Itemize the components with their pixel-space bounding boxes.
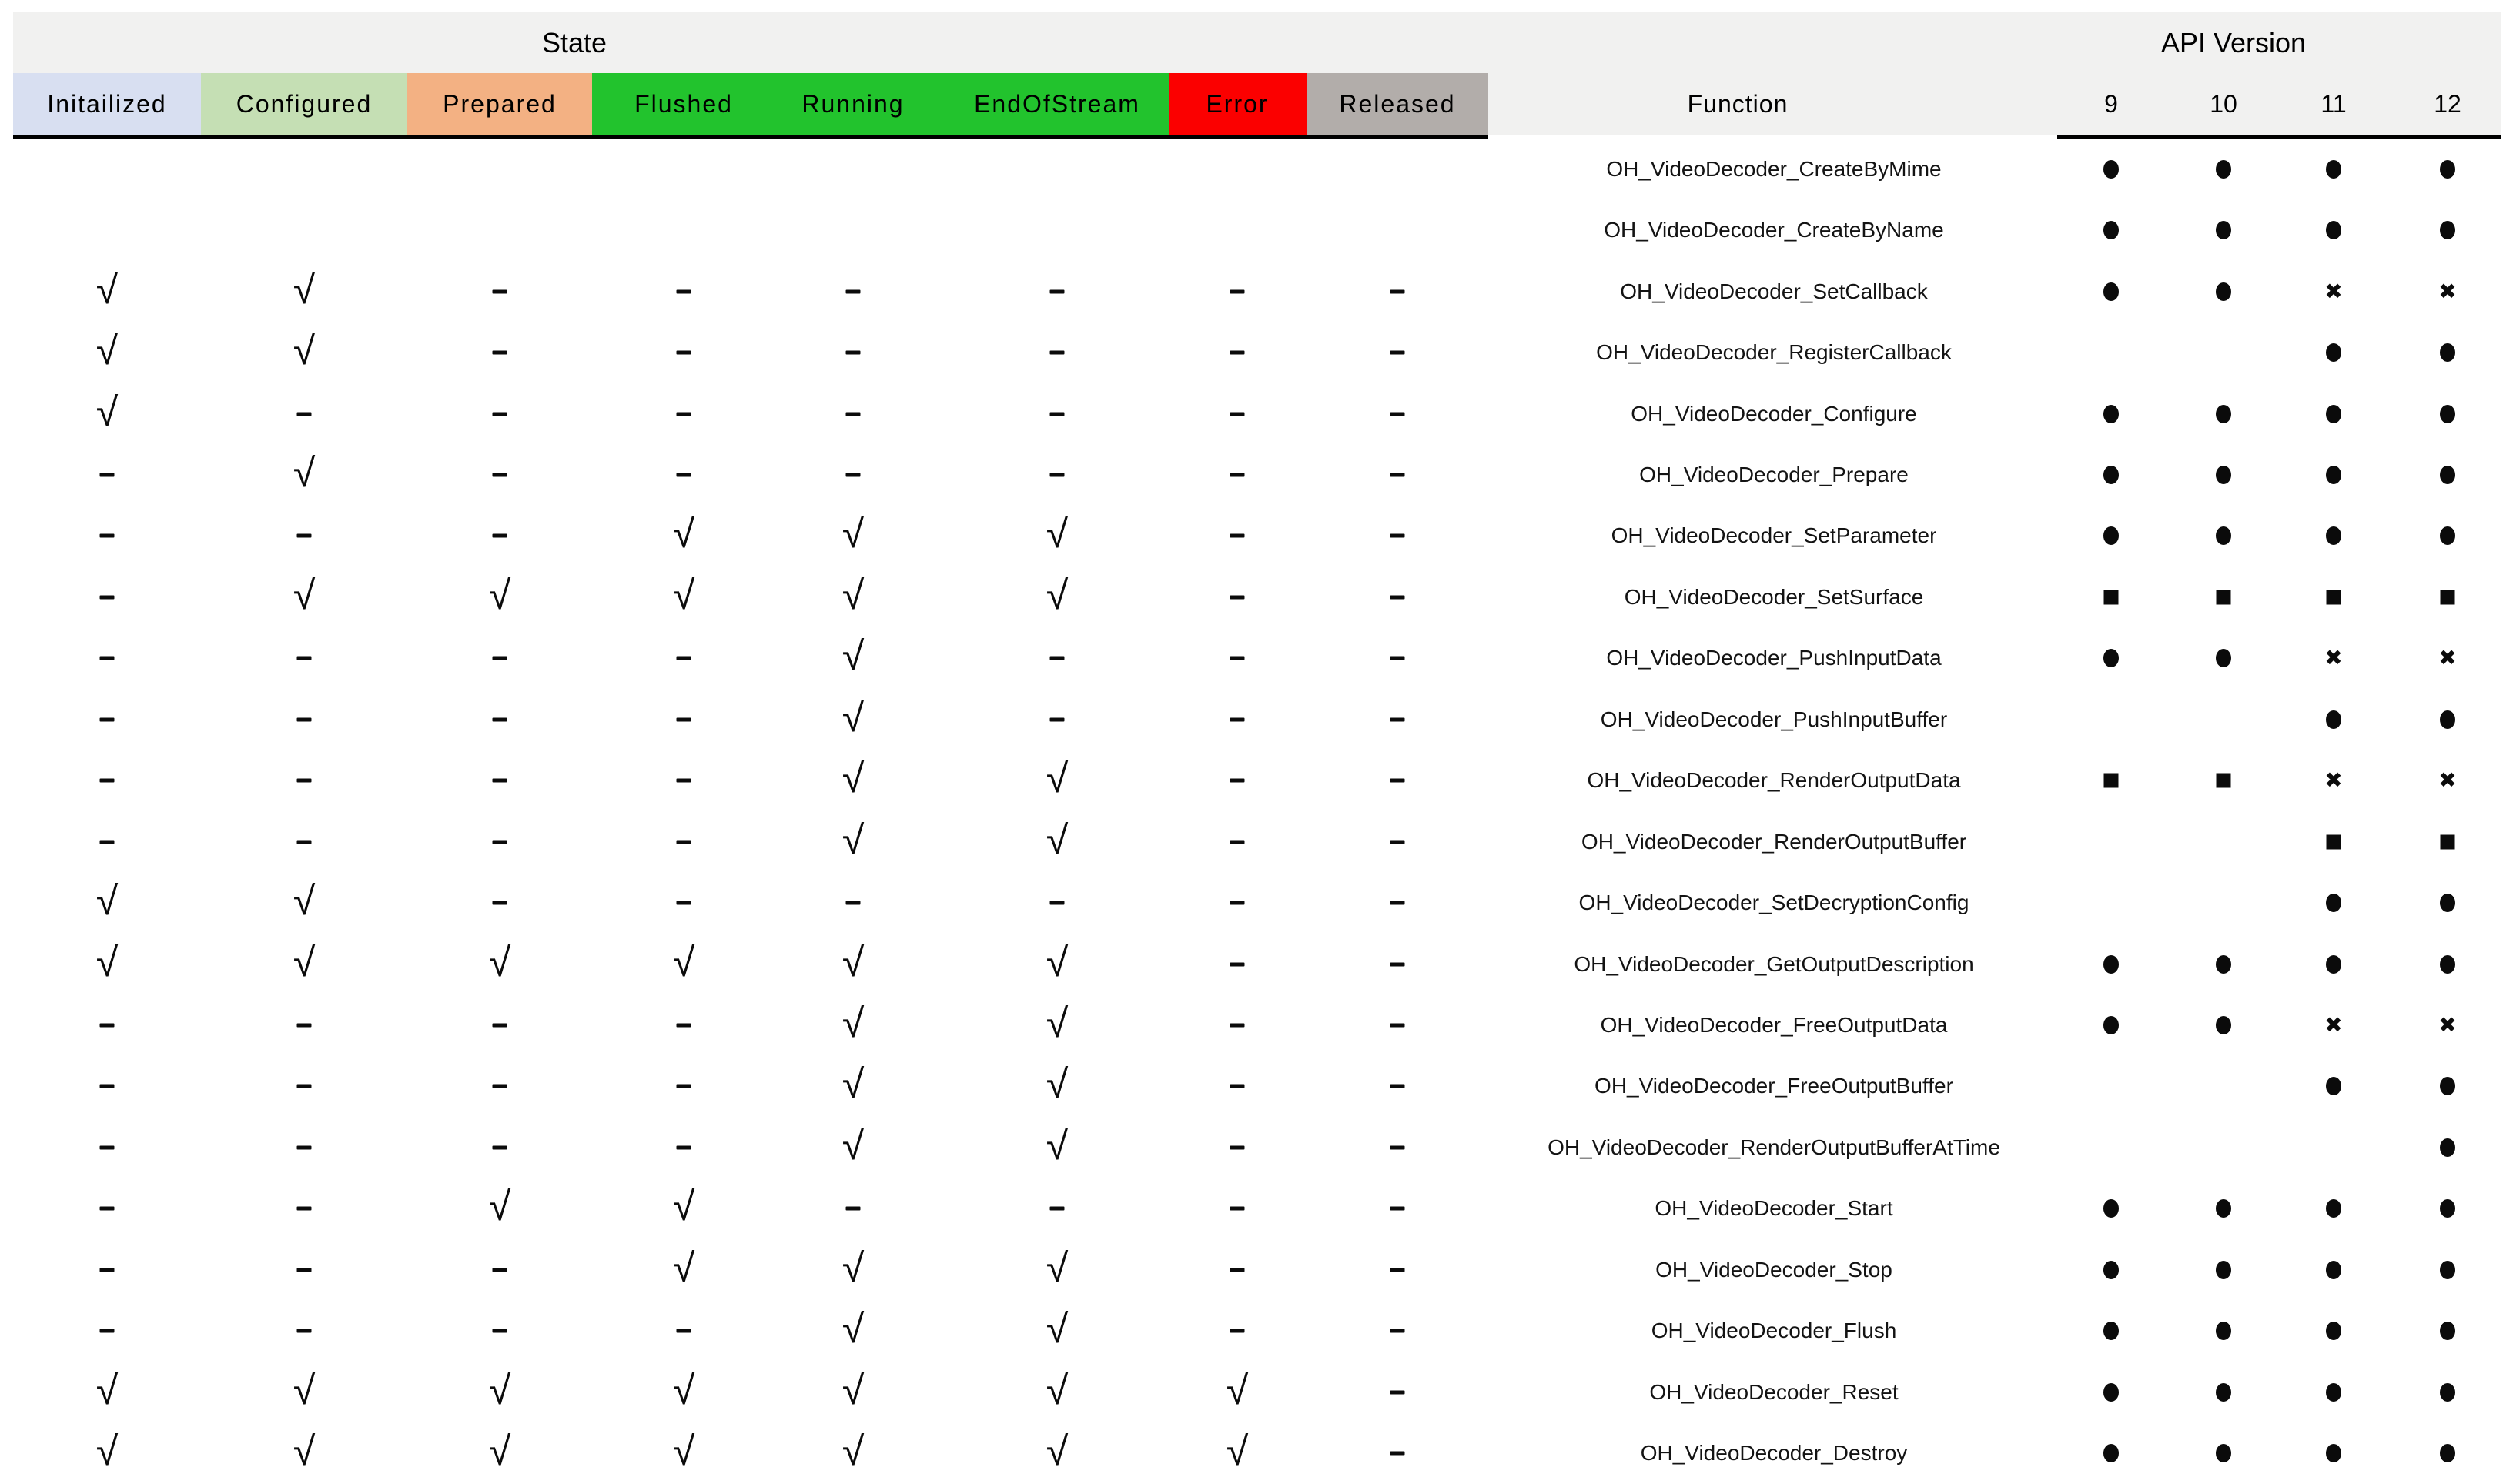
dash-mark-running xyxy=(846,412,861,416)
dash-mark-error xyxy=(1230,1024,1245,1028)
dot-mark-api-9 xyxy=(2103,1016,2119,1034)
check-mark-running: √ xyxy=(842,1307,865,1352)
dash-mark-endofstream xyxy=(1050,351,1065,355)
table-row-oh-videodecoder-renderoutputbufferattime xyxy=(0,1117,2513,1178)
check-mark-configured: √ xyxy=(293,1368,316,1413)
square-mark-api-10 xyxy=(2217,774,2231,788)
table-row-oh-videodecoder-setcallback xyxy=(0,261,2513,322)
dash-mark-flushed xyxy=(677,1085,691,1088)
check-mark-endofstream: √ xyxy=(1046,940,1069,985)
state-column-header-initailized: Initailized xyxy=(47,90,167,118)
dash-mark-running xyxy=(846,351,861,355)
dot-mark-api-10 xyxy=(2216,1383,2231,1402)
dash-mark-prepared xyxy=(493,412,507,416)
check-mark-running: √ xyxy=(842,1062,865,1108)
state-column-header-running: Running xyxy=(801,90,905,118)
dash-mark-released xyxy=(1390,901,1405,905)
function-name: OH_VideoDecoder_SetSurface xyxy=(1624,584,1924,609)
function-name: OH_VideoDecoder_SetCallback xyxy=(1620,279,1928,303)
dash-mark-flushed xyxy=(677,901,691,905)
api-version-column-header-11: 11 xyxy=(2321,90,2347,118)
square-mark-api-12 xyxy=(2441,834,2455,849)
dash-mark-released xyxy=(1390,840,1405,844)
dash-mark-initailized xyxy=(100,717,115,721)
dash-mark-configured xyxy=(297,1329,312,1333)
dash-mark-configured xyxy=(297,1207,312,1211)
check-mark-endofstream: √ xyxy=(1046,1123,1069,1168)
table-row-oh-videodecoder-configure xyxy=(0,383,2513,444)
dash-mark-released xyxy=(1390,1268,1405,1272)
dash-mark-configured xyxy=(297,840,312,844)
dash-mark-flushed xyxy=(677,351,691,355)
square-mark-api-9 xyxy=(2104,774,2119,788)
dash-mark-flushed xyxy=(677,1024,691,1028)
dash-mark-initailized xyxy=(100,1329,115,1333)
dash-mark-released xyxy=(1390,1329,1405,1333)
dot-mark-api-12 xyxy=(2440,221,2455,239)
dot-mark-api-9 xyxy=(2103,405,2119,423)
dash-mark-error xyxy=(1230,717,1245,721)
dash-mark-running xyxy=(846,473,861,476)
dash-mark-prepared xyxy=(493,901,507,905)
check-mark-configured: √ xyxy=(293,879,316,924)
dot-mark-api-9 xyxy=(2103,282,2119,301)
table-row-oh-videodecoder-freeoutputdata xyxy=(0,994,2513,1055)
dot-mark-api-11 xyxy=(2326,466,2341,484)
dash-mark-released xyxy=(1390,1145,1405,1149)
check-mark-flushed: √ xyxy=(672,1245,695,1291)
check-mark-flushed: √ xyxy=(672,573,695,618)
table-row-oh-videodecoder-setparameter xyxy=(0,506,2513,567)
check-mark-initailized: √ xyxy=(95,879,119,924)
function-name: OH_VideoDecoder_FreeOutputBuffer xyxy=(1594,1074,1953,1098)
check-mark-running: √ xyxy=(842,512,865,557)
check-mark-flushed: √ xyxy=(672,1185,695,1230)
dash-mark-configured xyxy=(297,717,312,721)
function-name: OH_VideoDecoder_Prepare xyxy=(1639,462,1909,486)
function-name: OH_VideoDecoder_CreateByName xyxy=(1604,218,1944,242)
dot-mark-api-12 xyxy=(2440,710,2455,729)
dash-mark-flushed xyxy=(677,1145,691,1149)
dot-mark-api-9 xyxy=(2103,955,2119,974)
check-mark-initailized: √ xyxy=(95,328,119,373)
dot-mark-api-12 xyxy=(2440,1261,2455,1279)
dash-mark-initailized xyxy=(100,473,115,476)
check-mark-prepared: √ xyxy=(488,1368,511,1413)
table-row-oh-videodecoder-registercallback xyxy=(0,322,2513,383)
dot-mark-api-10 xyxy=(2216,1444,2231,1462)
check-mark-error: √ xyxy=(1226,1368,1249,1413)
state-column-header-flushed: Flushed xyxy=(634,90,733,118)
check-mark-initailized: √ xyxy=(95,940,119,985)
dash-mark-flushed xyxy=(677,473,691,476)
dot-mark-api-10 xyxy=(2216,526,2231,545)
function-name: OH_VideoDecoder_SetParameter xyxy=(1611,523,1937,548)
check-mark-prepared: √ xyxy=(488,940,511,985)
check-mark-running: √ xyxy=(842,1368,865,1413)
table-row-oh-videodecoder-createbyname xyxy=(0,199,2513,260)
table-row-oh-videodecoder-prepare xyxy=(0,444,2513,505)
dash-mark-prepared xyxy=(493,1145,507,1149)
dash-mark-error xyxy=(1230,1329,1245,1333)
check-mark-endofstream: √ xyxy=(1046,1245,1069,1291)
dash-mark-error xyxy=(1230,534,1245,538)
function-name: OH_VideoDecoder_RenderOutputBuffer xyxy=(1581,829,1967,854)
cross-mark-api-11: ✖ xyxy=(2324,1012,2343,1038)
table-row-oh-videodecoder-createbymime xyxy=(0,139,2513,199)
check-mark-running: √ xyxy=(842,940,865,985)
table-row-oh-videodecoder-renderoutputdata xyxy=(0,750,2513,811)
table-row-oh-videodecoder-freeoutputbuffer xyxy=(0,1056,2513,1117)
dot-mark-api-10 xyxy=(2216,405,2231,423)
check-mark-running: √ xyxy=(842,1123,865,1168)
dash-mark-released xyxy=(1390,595,1405,599)
table-row-oh-videodecoder-stop xyxy=(0,1239,2513,1300)
api-version-group-header: API Version xyxy=(2160,26,2307,58)
dash-mark-flushed xyxy=(677,657,691,660)
dash-mark-released xyxy=(1390,1452,1405,1456)
function-name: OH_VideoDecoder_Flush xyxy=(1651,1319,1897,1343)
function-name: OH_VideoDecoder_RenderOutputData xyxy=(1587,768,1961,793)
check-mark-running: √ xyxy=(842,1245,865,1291)
dash-mark-flushed xyxy=(677,840,691,844)
cross-mark-api-12: ✖ xyxy=(2438,278,2457,304)
check-mark-configured: √ xyxy=(293,940,316,985)
dash-mark-prepared xyxy=(493,779,507,783)
state-column-header-released: Released xyxy=(1339,90,1456,118)
dot-mark-api-11 xyxy=(2326,1077,2341,1095)
cross-mark-api-11: ✖ xyxy=(2324,767,2343,794)
api-version-column-header-9: 9 xyxy=(2104,90,2118,118)
square-mark-api-9 xyxy=(2104,590,2119,604)
dot-mark-api-12 xyxy=(2440,1077,2455,1095)
dash-mark-error xyxy=(1230,1268,1245,1272)
dash-mark-flushed xyxy=(677,412,691,416)
cross-mark-api-11: ✖ xyxy=(2324,278,2343,304)
dot-mark-api-12 xyxy=(2440,894,2455,912)
cross-mark-api-12: ✖ xyxy=(2438,1012,2457,1038)
dot-mark-api-10 xyxy=(2216,649,2231,667)
dash-mark-prepared xyxy=(493,1268,507,1272)
dash-mark-released xyxy=(1390,1207,1405,1211)
dot-mark-api-12 xyxy=(2440,1383,2455,1402)
dot-mark-api-11 xyxy=(2326,1444,2341,1462)
dot-mark-api-12 xyxy=(2440,1199,2455,1218)
dot-mark-api-12 xyxy=(2440,1322,2455,1340)
dash-mark-error xyxy=(1230,779,1245,783)
dash-mark-running xyxy=(846,1207,861,1211)
check-mark-flushed: √ xyxy=(672,940,695,985)
function-name: OH_VideoDecoder_Stop xyxy=(1655,1257,1892,1282)
check-mark-endofstream: √ xyxy=(1046,573,1069,618)
dash-mark-configured xyxy=(297,1024,312,1028)
dot-mark-api-12 xyxy=(2440,466,2455,484)
dot-mark-api-12 xyxy=(2440,526,2455,545)
dash-mark-error xyxy=(1230,901,1245,905)
check-mark-initailized: √ xyxy=(95,1429,119,1475)
check-mark-configured: √ xyxy=(293,328,316,373)
dash-mark-endofstream xyxy=(1050,1207,1065,1211)
check-mark-initailized: √ xyxy=(95,1368,119,1413)
dot-mark-api-10 xyxy=(2216,221,2231,239)
dash-mark-released xyxy=(1390,657,1405,660)
dash-mark-released xyxy=(1390,1024,1405,1028)
api-version-column-header-12: 12 xyxy=(2434,90,2461,118)
check-mark-running: √ xyxy=(842,634,865,680)
table-row-oh-videodecoder-reset xyxy=(0,1362,2513,1422)
dot-mark-api-10 xyxy=(2216,955,2231,974)
dash-mark-released xyxy=(1390,962,1405,966)
dash-mark-error xyxy=(1230,289,1245,293)
dot-mark-api-12 xyxy=(2440,1138,2455,1157)
dash-mark-prepared xyxy=(493,840,507,844)
dash-mark-endofstream xyxy=(1050,657,1065,660)
dash-mark-prepared xyxy=(493,1024,507,1028)
dot-mark-api-11 xyxy=(2326,1261,2341,1279)
function-column-header: Function xyxy=(1687,90,1789,118)
check-mark-prepared: √ xyxy=(488,1185,511,1230)
function-name: OH_VideoDecoder_PushInputData xyxy=(1606,646,1942,670)
table-row-oh-videodecoder-setsurface xyxy=(0,567,2513,627)
dot-mark-api-11 xyxy=(2326,1322,2341,1340)
square-mark-api-11 xyxy=(2327,834,2341,849)
function-name: OH_VideoDecoder_CreateByMime xyxy=(1606,156,1942,181)
dot-mark-api-10 xyxy=(2216,1322,2231,1340)
dot-mark-api-10 xyxy=(2216,160,2231,179)
dot-mark-api-11 xyxy=(2326,526,2341,545)
dash-mark-released xyxy=(1390,717,1405,721)
check-mark-flushed: √ xyxy=(672,1368,695,1413)
dot-mark-api-10 xyxy=(2216,282,2231,301)
dot-mark-api-9 xyxy=(2103,1199,2119,1218)
dash-mark-released xyxy=(1390,351,1405,355)
check-mark-configured: √ xyxy=(293,1429,316,1475)
square-mark-api-12 xyxy=(2441,590,2455,604)
check-mark-flushed: √ xyxy=(672,1429,695,1475)
dash-mark-prepared xyxy=(493,351,507,355)
function-name: OH_VideoDecoder_Destroy xyxy=(1640,1441,1908,1466)
dash-mark-initailized xyxy=(100,657,115,660)
dash-mark-initailized xyxy=(100,779,115,783)
dash-mark-initailized xyxy=(100,1268,115,1272)
dash-mark-prepared xyxy=(493,1329,507,1333)
dot-mark-api-9 xyxy=(2103,1261,2119,1279)
dot-mark-api-9 xyxy=(2103,466,2119,484)
dash-mark-flushed xyxy=(677,779,691,783)
table-row-oh-videodecoder-start xyxy=(0,1178,2513,1239)
dash-mark-error xyxy=(1230,1207,1245,1211)
dash-mark-error xyxy=(1230,1145,1245,1149)
function-name: OH_VideoDecoder_FreeOutputData xyxy=(1600,1013,1948,1038)
dash-mark-error xyxy=(1230,962,1245,966)
dash-mark-initailized xyxy=(100,595,115,599)
dash-mark-released xyxy=(1390,1390,1405,1394)
dash-mark-configured xyxy=(297,412,312,416)
dash-mark-configured xyxy=(297,1268,312,1272)
dot-mark-api-11 xyxy=(2326,710,2341,729)
dot-mark-api-10 xyxy=(2216,1016,2231,1034)
dash-mark-endofstream xyxy=(1050,717,1065,721)
dash-mark-prepared xyxy=(493,717,507,721)
table-row-oh-videodecoder-destroy xyxy=(0,1422,2513,1483)
check-mark-endofstream: √ xyxy=(1046,1001,1069,1046)
check-mark-configured: √ xyxy=(293,267,316,313)
check-mark-error: √ xyxy=(1226,1429,1249,1475)
dash-mark-flushed xyxy=(677,289,691,293)
dot-mark-api-12 xyxy=(2440,343,2455,362)
dash-mark-prepared xyxy=(493,473,507,476)
check-mark-running: √ xyxy=(842,1429,865,1475)
dash-mark-released xyxy=(1390,289,1405,293)
dot-mark-api-12 xyxy=(2440,1444,2455,1462)
state-column-header-prepared: Prepared xyxy=(443,90,557,118)
state-column-header-configured: Configured xyxy=(236,90,373,118)
check-mark-running: √ xyxy=(842,573,865,618)
dash-mark-configured xyxy=(297,657,312,660)
dash-mark-prepared xyxy=(493,289,507,293)
dash-mark-initailized xyxy=(100,1145,115,1149)
dash-mark-endofstream xyxy=(1050,412,1065,416)
dash-mark-configured xyxy=(297,534,312,538)
state-column-header-endofstream: EndOfStream xyxy=(974,90,1140,118)
table-row-oh-videodecoder-setdecryptionconfig xyxy=(0,872,2513,933)
square-mark-api-11 xyxy=(2327,590,2341,604)
check-mark-running: √ xyxy=(842,817,865,863)
dash-mark-endofstream xyxy=(1050,473,1065,476)
cross-mark-api-11: ✖ xyxy=(2324,645,2343,671)
check-mark-initailized: √ xyxy=(95,267,119,313)
function-name: OH_VideoDecoder_Start xyxy=(1655,1196,1893,1221)
check-mark-endofstream: √ xyxy=(1046,1307,1069,1352)
state-column-header-error: Error xyxy=(1206,90,1269,118)
dot-mark-api-12 xyxy=(2440,955,2455,974)
dash-mark-flushed xyxy=(677,717,691,721)
dot-mark-api-11 xyxy=(2326,1199,2341,1218)
dash-mark-error xyxy=(1230,412,1245,416)
check-mark-endofstream: √ xyxy=(1046,817,1069,863)
dot-mark-api-9 xyxy=(2103,221,2119,239)
dash-mark-configured xyxy=(297,1145,312,1149)
check-mark-running: √ xyxy=(842,695,865,740)
dot-mark-api-9 xyxy=(2103,1383,2119,1402)
check-mark-configured: √ xyxy=(293,450,316,496)
dash-mark-initailized xyxy=(100,1085,115,1088)
dash-mark-configured xyxy=(297,779,312,783)
function-name: OH_VideoDecoder_RegisterCallback xyxy=(1596,340,1952,365)
dash-mark-initailized xyxy=(100,1024,115,1028)
dash-mark-released xyxy=(1390,534,1405,538)
check-mark-running: √ xyxy=(842,1001,865,1046)
function-name: OH_VideoDecoder_PushInputBuffer xyxy=(1600,707,1948,731)
function-name: OH_VideoDecoder_SetDecryptionConfig xyxy=(1578,891,1969,915)
function-name: OH_VideoDecoder_Reset xyxy=(1649,1379,1899,1404)
table-row-oh-videodecoder-flush xyxy=(0,1301,2513,1362)
check-mark-prepared: √ xyxy=(488,1429,511,1475)
dash-mark-prepared xyxy=(493,534,507,538)
dot-mark-api-11 xyxy=(2326,955,2341,974)
dash-mark-released xyxy=(1390,412,1405,416)
dot-mark-api-9 xyxy=(2103,1444,2119,1462)
dot-mark-api-9 xyxy=(2103,649,2119,667)
check-mark-endofstream: √ xyxy=(1046,757,1069,802)
cross-mark-api-12: ✖ xyxy=(2438,767,2457,794)
dot-mark-api-9 xyxy=(2103,1322,2119,1340)
dash-mark-initailized xyxy=(100,534,115,538)
table-row-oh-videodecoder-getoutputdescription xyxy=(0,934,2513,994)
dot-mark-api-11 xyxy=(2326,1383,2341,1402)
check-mark-endofstream: √ xyxy=(1046,1062,1069,1108)
check-mark-endofstream: √ xyxy=(1046,1429,1069,1475)
dot-mark-api-10 xyxy=(2216,1261,2231,1279)
dash-mark-error xyxy=(1230,595,1245,599)
function-name: OH_VideoDecoder_GetOutputDescription xyxy=(1574,951,1974,976)
dash-mark-error xyxy=(1230,351,1245,355)
dash-mark-released xyxy=(1390,779,1405,783)
dot-mark-api-11 xyxy=(2326,894,2341,912)
dash-mark-running xyxy=(846,901,861,905)
dash-mark-released xyxy=(1390,1085,1405,1088)
api-version-column-header-10: 10 xyxy=(2210,90,2237,118)
dot-mark-api-11 xyxy=(2326,343,2341,362)
function-name: OH_VideoDecoder_RenderOutputBufferAtTime xyxy=(1548,1135,2000,1159)
check-mark-endofstream: √ xyxy=(1046,512,1069,557)
dash-mark-initailized xyxy=(100,1207,115,1211)
dot-mark-api-10 xyxy=(2216,466,2231,484)
table-row-oh-videodecoder-pushinputbuffer xyxy=(0,689,2513,750)
function-name: OH_VideoDecoder_Configure xyxy=(1631,401,1917,426)
dash-mark-endofstream xyxy=(1050,289,1065,293)
dot-mark-api-11 xyxy=(2326,160,2341,179)
dot-mark-api-10 xyxy=(2216,1199,2231,1218)
dash-mark-running xyxy=(846,289,861,293)
dot-mark-api-12 xyxy=(2440,405,2455,423)
check-mark-initailized: √ xyxy=(95,389,119,435)
dot-mark-api-11 xyxy=(2326,221,2341,239)
dot-mark-api-11 xyxy=(2326,405,2341,423)
cross-mark-api-12: ✖ xyxy=(2438,645,2457,671)
dash-mark-prepared xyxy=(493,657,507,660)
dash-mark-configured xyxy=(297,1085,312,1088)
dash-mark-prepared xyxy=(493,1085,507,1088)
check-mark-configured: √ xyxy=(293,573,316,618)
state-group-header: State xyxy=(541,26,607,58)
square-mark-api-10 xyxy=(2217,590,2231,604)
dash-mark-endofstream xyxy=(1050,901,1065,905)
dot-mark-api-9 xyxy=(2103,526,2119,545)
dash-mark-error xyxy=(1230,840,1245,844)
dash-mark-released xyxy=(1390,473,1405,476)
dot-mark-api-12 xyxy=(2440,160,2455,179)
dash-mark-error xyxy=(1230,473,1245,476)
dash-mark-flushed xyxy=(677,1329,691,1333)
dot-mark-api-9 xyxy=(2103,160,2119,179)
check-mark-endofstream: √ xyxy=(1046,1368,1069,1413)
dash-mark-initailized xyxy=(100,840,115,844)
check-mark-prepared: √ xyxy=(488,573,511,618)
dash-mark-error xyxy=(1230,1085,1245,1088)
table-row-oh-videodecoder-pushinputdata xyxy=(0,628,2513,689)
dash-mark-error xyxy=(1230,657,1245,660)
check-mark-running: √ xyxy=(842,757,865,802)
table-row-oh-videodecoder-renderoutputbuffer xyxy=(0,811,2513,872)
check-mark-flushed: √ xyxy=(672,512,695,557)
